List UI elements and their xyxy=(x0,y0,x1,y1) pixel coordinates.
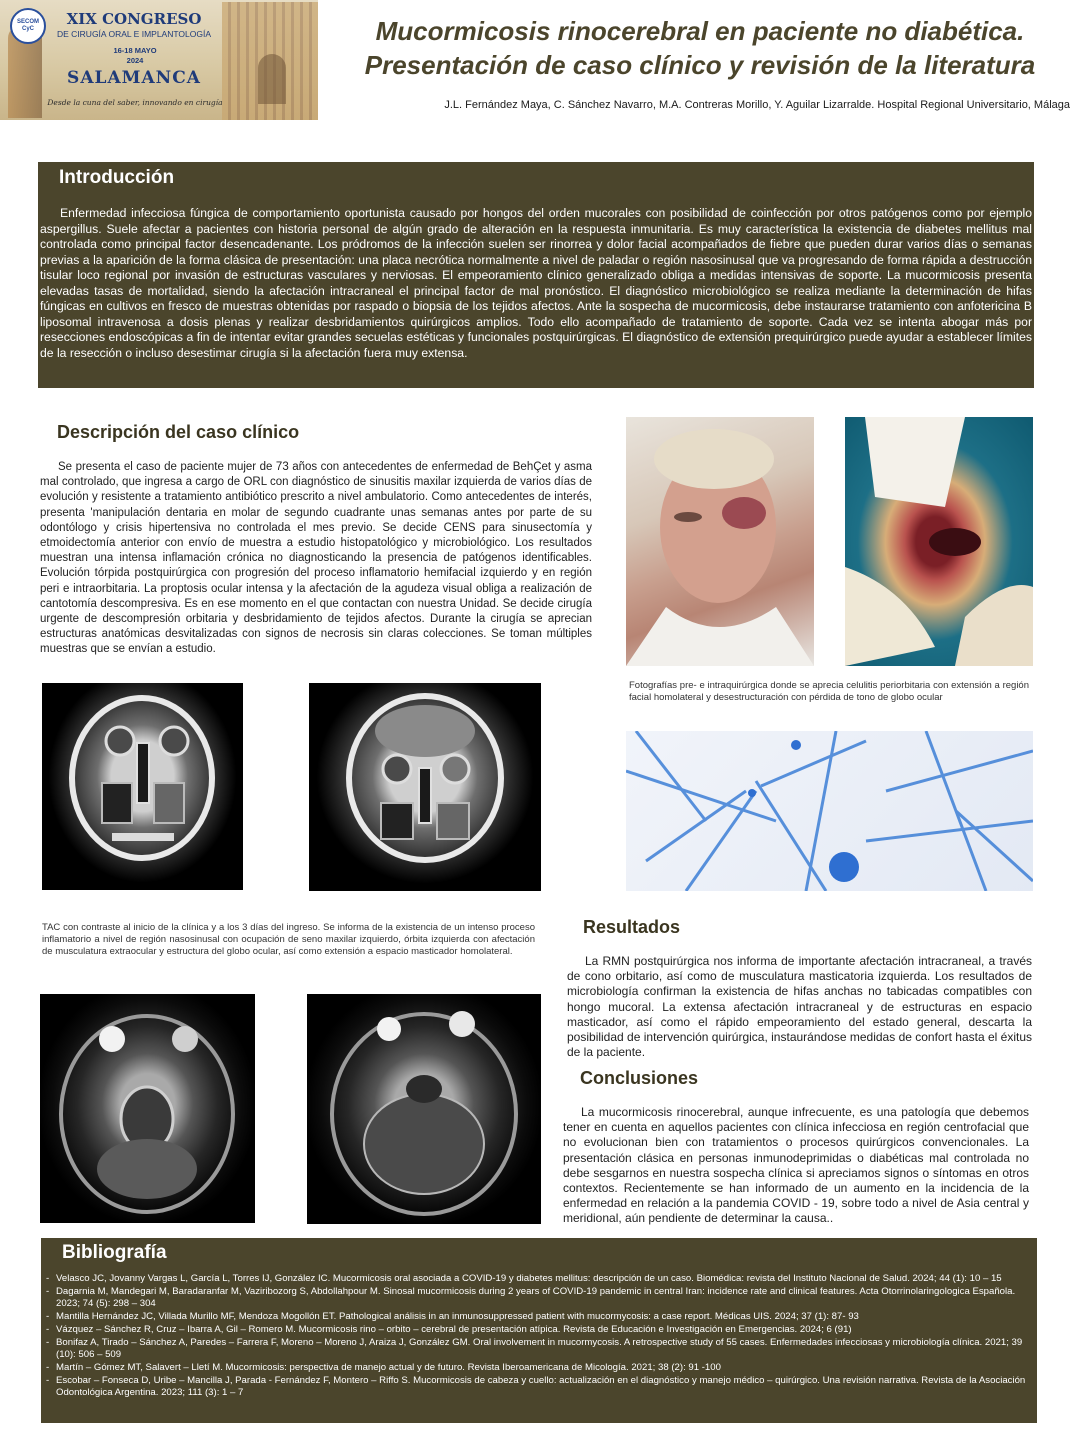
bibliography-item: - Dagarnia M, Mandegari M, Baradaranfar M, Vaziribozorg S, Abdollahpour M. Sinosal mucormicosis during 2 years of COVID-19 pandemic in central Iran: incidence rate and clinical features. Acta Otorrinolaringologica Española. 2023; 74 (5): 298 – 304 xyxy=(41,1286,1031,1311)
case-description-text: Se presenta el caso de paciente mujer de 73 años con antecedentes de enfermedad de BehÇet y asma mal controlado, que ingresa a cargo de ORL con diagnóstico de sinusitis maxilar izquierda de varios días de evolución y resistente a tratamiento antibiótico prescrito a nivel ambulatorio. Como antecedentes de interés, presenta 'manipulación dentaria en molar de segundo cuadrante unas semanas antes por parte de su odontólogo y crisis hipertensiva no controlada el mes previo. Se decide CENS para sinusectomía y etmoidectomía anterior con envío de muestra a estudio histopatológico y microbiológico. Los resultados muestran una intensa inflamación crónica no diagnosticando la presencia de patógenos identificables. Evolución tórpida postquirúrgica con progresión del proceso inflamatorio hemifacial izquierdo y en región peri e intraorbitaria. La proptosis ocular intensa y la afectación de la agudeza visual obliga a realización de cantotomía descompresiva. Es en ese momento en el que contactan con nuestra Unidad. Se decide cirugía urgente de descompresión orbitaria y desbridamiento de tejidos afectos. Durante la cirugía se aprecian estructuras anatómicas desvitalizadas con signos de necrosis sin claras colecciones. Se toman múltiples muestras que se envían a estudio. xyxy=(40,461,592,656)
bibliography-item: - Bonifaz A, Tirado – Sánchez A, Paredes – Farrera F, Moreno – Moreno J, Araiza J, González GM. Oral involvement in mucormycosis. A retrospective study of 55 cases. Enfermedades infecciosas y microbiología clínica. 2021; 39 (10): 506 – 509 xyxy=(41,1337,1031,1362)
congress-city: SALAMANCA xyxy=(67,68,201,88)
ct-scan-initial xyxy=(42,683,243,890)
preoperative-photo xyxy=(626,417,814,666)
introduction-section xyxy=(38,162,1034,388)
poster-title: Mucormicosis rinocerebral en paciente no diabética. Presentación de caso clínico y revisión de la literatura xyxy=(364,16,1036,80)
results-title: Resultados xyxy=(583,917,681,937)
bibliography-item: - Mantilla Hernández JC, Villada Murillo MF, Mendoza Mogollón ET. Pathological análisis in an inmunosuppressed patient with mucormycosis: a case report. Médicas UIS. 2024; 37 (1): 87- 93 xyxy=(41,1311,1031,1323)
ct-coronal-illustration xyxy=(42,683,243,890)
bibliography-section xyxy=(41,1238,1037,1423)
photos-caption: Fotografías pre- e intraquirúrgica donde se aprecia celulitis periorbitaria con extensión a región facial homolateral y desestructuración con pérdida de tono de globo ocular xyxy=(629,680,1029,704)
poster-authors: J.L. Fernández Maya, C. Sánchez Navarro, M.A. Contreras Morillo, Y. Aguilar Lizarralde. Hospital Regional Universitario, Málaga xyxy=(444,99,1070,111)
congress-motto: Desde la cuna del saber, innovando en cirugía xyxy=(47,98,223,107)
society-logo: SECOM CyC xyxy=(10,8,46,44)
bibliography-title: Bibliografía xyxy=(62,1242,167,1263)
mri-axial-2 xyxy=(307,994,541,1224)
conclusions-title: Conclusiones xyxy=(580,1068,699,1088)
ct-scan-day3 xyxy=(309,683,541,891)
results-text: La RMN postquirúrgica nos informa de importante afectación intracraneal, a través de cono orbitario, así como de musculatura masticatoria izquierda. Los resultados de microbiología confirman la existencia de hifas anchas no tabicadas compatibles con hongo mucoral. La extensa afectación intracraneal y de estructuras en espacio masticador, así como el rápido empeoramiento del estado general, descarta la posibilidad de intervención quirúrgica, instaurándose medidas de confort hasta el éxitus de la paciente. xyxy=(567,954,1032,1060)
bibliography-item: - Martín – Gómez MT, Salavert – Lletí M. Mucormicosis: perspectiva de manejo actual y de futuro. Revista Iberoamericana de Micología. 2021; 38 (2): 91 -100 xyxy=(41,1362,1031,1374)
bibliography-item: - Velasco JC, Jovanny Vargas L, García L, Torres IJ, González IC. Mucormicosis oral asociada a COVID-19 y diabetes mellitus: descripción de un caso. Biomédica: revista del Instituto Nacional de Salud. 2024; 44 (1): 10 – 15 xyxy=(41,1273,1031,1285)
congress-subtitle: DE CIRUGÍA ORAL E IMPLANTOLOGÍA xyxy=(57,29,211,39)
congress-name: XIX CONGRESO xyxy=(66,10,202,28)
bibliography-item: - Escobar – Fonseca D, Uribe – Mancilla J, Parada - Fernández F, Montero – Riffo S. Mucormicosis de cabeza y cuello: actualización en el diagnóstico y manejo médico – quirúrgico. Una revisión narrativa. Revista de la Asociación Odontológica Argentina. 2023; 111 (3): 1 – 7 xyxy=(41,1375,1031,1400)
mri-axial-illustration-2 xyxy=(307,994,541,1224)
introduction-title: Introducción xyxy=(59,167,175,188)
intraoperative-photo xyxy=(845,417,1033,666)
ct-caption: TAC con contraste al inicio de la clínica y a los 3 días del ingreso. Se informa de la existencia de un intenso proceso inflamatorio a nivel de región nasosinusal con ocupación de seno maxilar izquierdo, órbita izquierda con afectación de musculatura extraocular y estructura del globo ocular, así como extensión a espacio masticador homolateral. xyxy=(42,922,535,958)
microscopy-image xyxy=(626,731,1033,891)
introduction-text: Enfermedad infecciosa fúngica de comportamiento oportunista causado por hongos del orden mucorales con posibilidad de coinfección por otros patógenos como por ejemplo aspergillus. Suele afectar a pacientes con historia personal de algún grado de alteración en la respuesta inmunitaria. Es muy característica la existencia de diabetes mellitus mal controlada como principal factor desencadenante. Los pródromos de la infección suelen ser rinorrea y dolor facial acompañados de fiebre que pueden durar varios días o semanas previas a la aparición de la forma clásica de presentación: una placa necrótica normalmente a nivel de paladar o región nasosinusal que va progresando de forma rápida a destrucción tisular loco regional por invasión de estructuras vasculares y nerviosas. El empeoramiento clínico generalizado obliga a medidas intensivas de soporte. La mucormicosis presenta elevadas tasas de mortalidad, siendo la afectación intracraneal el principal factor de mal pronóstico. El diagnóstico microbiológico se realiza mediante la determinación de hifas fúngicas en cultivos en fresco de muestras obtenidas por raspado o biopsia de los tejidos afectos. Ante la sospecha de mucormicosis, debe instaurarse tratamiento con anfotericina B liposomal intravenosa a dosis plenas y realizar desbridamientos quirúrgicos amplios. Todo ello acompañado de tratamiento de soporte. Cada vez se intenta abogar más por resecciones endoscópicas a fin de intentar evitar grandes secuelas estéticas y funcionales postquirúrgicas. El diagnóstico de extensión prequirúrgico puede ayudar a establecer límites de la resección o incluso desestimar cirugía si la afectación fuera muy extensa. xyxy=(40,206,1032,360)
congress-banner xyxy=(0,0,318,120)
fungal-hyphae-illustration xyxy=(626,731,1033,891)
arch-illustration xyxy=(258,54,286,104)
conclusions-text: La mucormicosis rinocerebral, aunque infrecuente, es una patología que debemos tener en cuenta en aquellos pacientes con clínica infecciosa en región centrofacial que no evolucionan bien con tratamientos o procesos quirúrgicos convencionales. La presentación clásica en personas inmunodeprimidas o diabéticas mal controlada no debe sesgarnos en nuestra sospecha clínica si apreciamos signos o síntomas en otros contextos. Recientemente se han informado de un aumento en la incidencia de la enfermedad en relación a la pandemia COVID - 19, sobre todo a nivel de Asia central y meridional, aún pendiente de determinar la causa.. xyxy=(563,1105,1029,1226)
mri-axial-1 xyxy=(40,994,255,1223)
congress-dates: 16-18 MAYO 2024 xyxy=(113,46,157,65)
bibliography-list xyxy=(41,1273,1031,1400)
surgical-field-illustration xyxy=(845,417,1033,666)
ct-coronal-illustration-2 xyxy=(309,683,541,891)
patient-face-illustration xyxy=(626,417,814,666)
bibliography-item: - Vázquez – Sánchez R, Cruz – Ibarra A, Gil – Romero M. Mucormicosis rino – orbito – cerebral de presentación atípica. Revista de Educación e Investigación en Emergencias. 2024; 6 (91) xyxy=(41,1324,1031,1336)
mri-axial-illustration xyxy=(40,994,255,1223)
case-description-title: Descripción del caso clínico xyxy=(57,422,300,442)
